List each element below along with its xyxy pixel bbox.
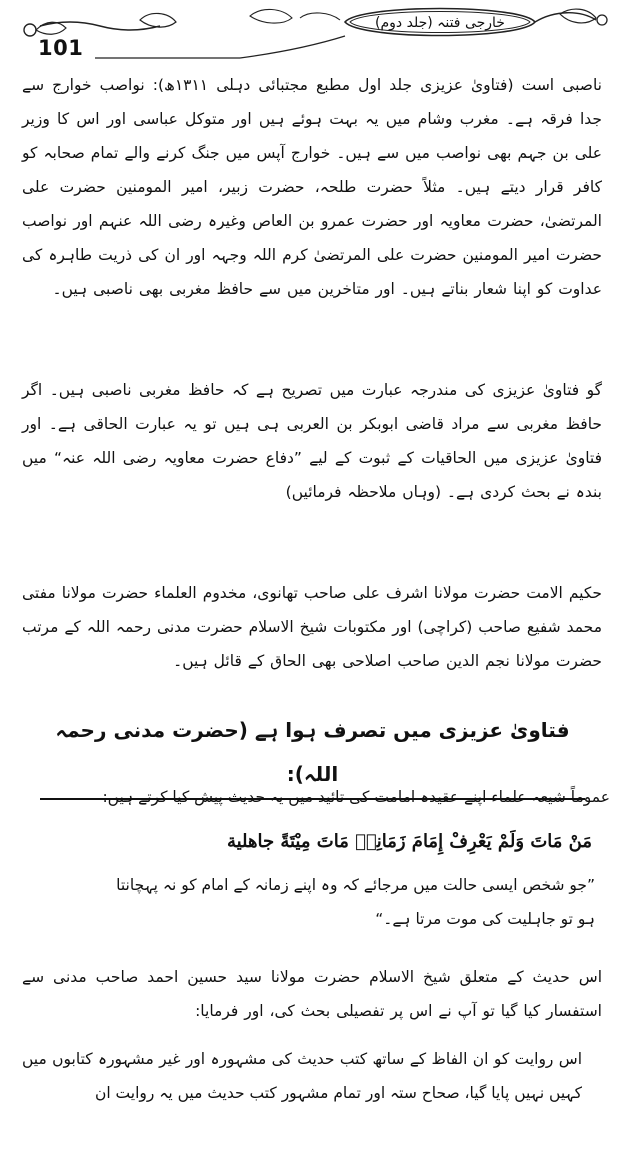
paragraph-4: عموماً شیعہ علماء اپنے عقیدہ امامت کی تائید میں یہ حدیث پیش کیا کرتے ہیں: — [102, 788, 610, 806]
section-heading: فتاویٰ عزیزی میں تصرف ہوا ہے (حضرت مدنی رحمہ اللہ): — [40, 708, 585, 800]
paragraph-6: اس حدیث کے متعلق شیخ الاسلام حضرت مولانا سید حسین احمد صاحب مدنی سے استفسار کیا گیا تو آپ نے اس پر تفصیلی بحث کی، اور فرمایا: — [22, 968, 602, 1020]
paragraph-1: ناصبی است (فتاویٰ عزیزی جلد اول مطبع مجتبائی دہلی ۱۳۱۱ھ): نواصب خوارج سے جدا فرقہ ہے۔ مغرب وشام میں یہ بہت ہوئے ہیں اور متوکل عباسی اور اس کا وزیر علی بن جہم بھی نواصب میں سے ہیں۔ خوارج آپس میں جنگ کرنے والے تمام صحابہ کو کافر قرار دیتے ہیں۔ مثلاً حضرت طلحہ، حضرت زبیر، امیر المومنین حضرت علی المرتضیٰ، حضرت معاویہ اور حضرت عمرو بن العاص وغیرہ رضی اللہ عنہم اور نواصب حضرت امیر المومنین حضرت علی المرتضیٰ کرم اللہ وجہہ اور ان کی ذریت طاہرہ کی عداوت کو اپنا شعار بناتے ہیں۔ اور متاخرین میں سے حافظ مغربی بھی ناصبی ہیں۔ — [22, 76, 602, 298]
paragraph-7: اس روایت کو ان الفاظ کے ساتھ کتب حدیث کی مشہورہ اور غیر مشہورہ کتابوں میں کہیں نہیں پایا گیا، صحاح ستہ اور تمام مشہور کتب حدیث میں یہ روایت ان — [22, 1050, 582, 1102]
page-number: 101 — [38, 36, 84, 60]
page-header — [0, 0, 618, 62]
hadith-translation: ”جو شخص ایسی حالت میں مرجائے کہ وہ اپنے زمانہ کے امام کو نہ پہچانتا ہو تو جاہلیت کی موت مرتا ہے۔“ — [116, 876, 595, 928]
ornamental-border-icon — [0, 0, 618, 62]
hadith-arabic: مَنْ مَاتَ وَلَمْ يَعْرِفْ إِمَامَ زَمَانِهٖ مَاتَ مِيْتَةً جاهلية — [226, 831, 592, 852]
running-title: خارجی فتنہ (جلد دوم) — [375, 15, 505, 31]
paragraph-3: حکیم الامت حضرت مولانا اشرف علی صاحب تھانوی، مخدوم العلماء حضرت مولانا مفتی محمد شفیع صاحب (کراچی) اور مکتوبات شیخ الاسلام حضرت مدنی رحمہ اللہ کے مرتب حضرت مولانا نجم الدین صاحب اصلاحی بھی الحاق کے قائل ہیں۔ — [22, 584, 602, 670]
paragraph-2: گو فتاویٰ عزیزی کی مندرجہ عبارت میں تصریح ہے کہ حافظ مغربی ناصبی ہیں۔ اگر حافظ مغربی سے مراد قاضی ابوبکر بن العربی ہی ہیں تو یہ عبارت الحاقی ہے۔ اور فتاویٰ عزیزی میں الحاقیات کے ثبوت کے لیے ”دفاع حضرت معاویہ رضی اللہ عنہ“ میں بندہ نے بحث کردی ہے۔ (وہاں ملاحظہ فرمائیں) — [22, 381, 602, 501]
